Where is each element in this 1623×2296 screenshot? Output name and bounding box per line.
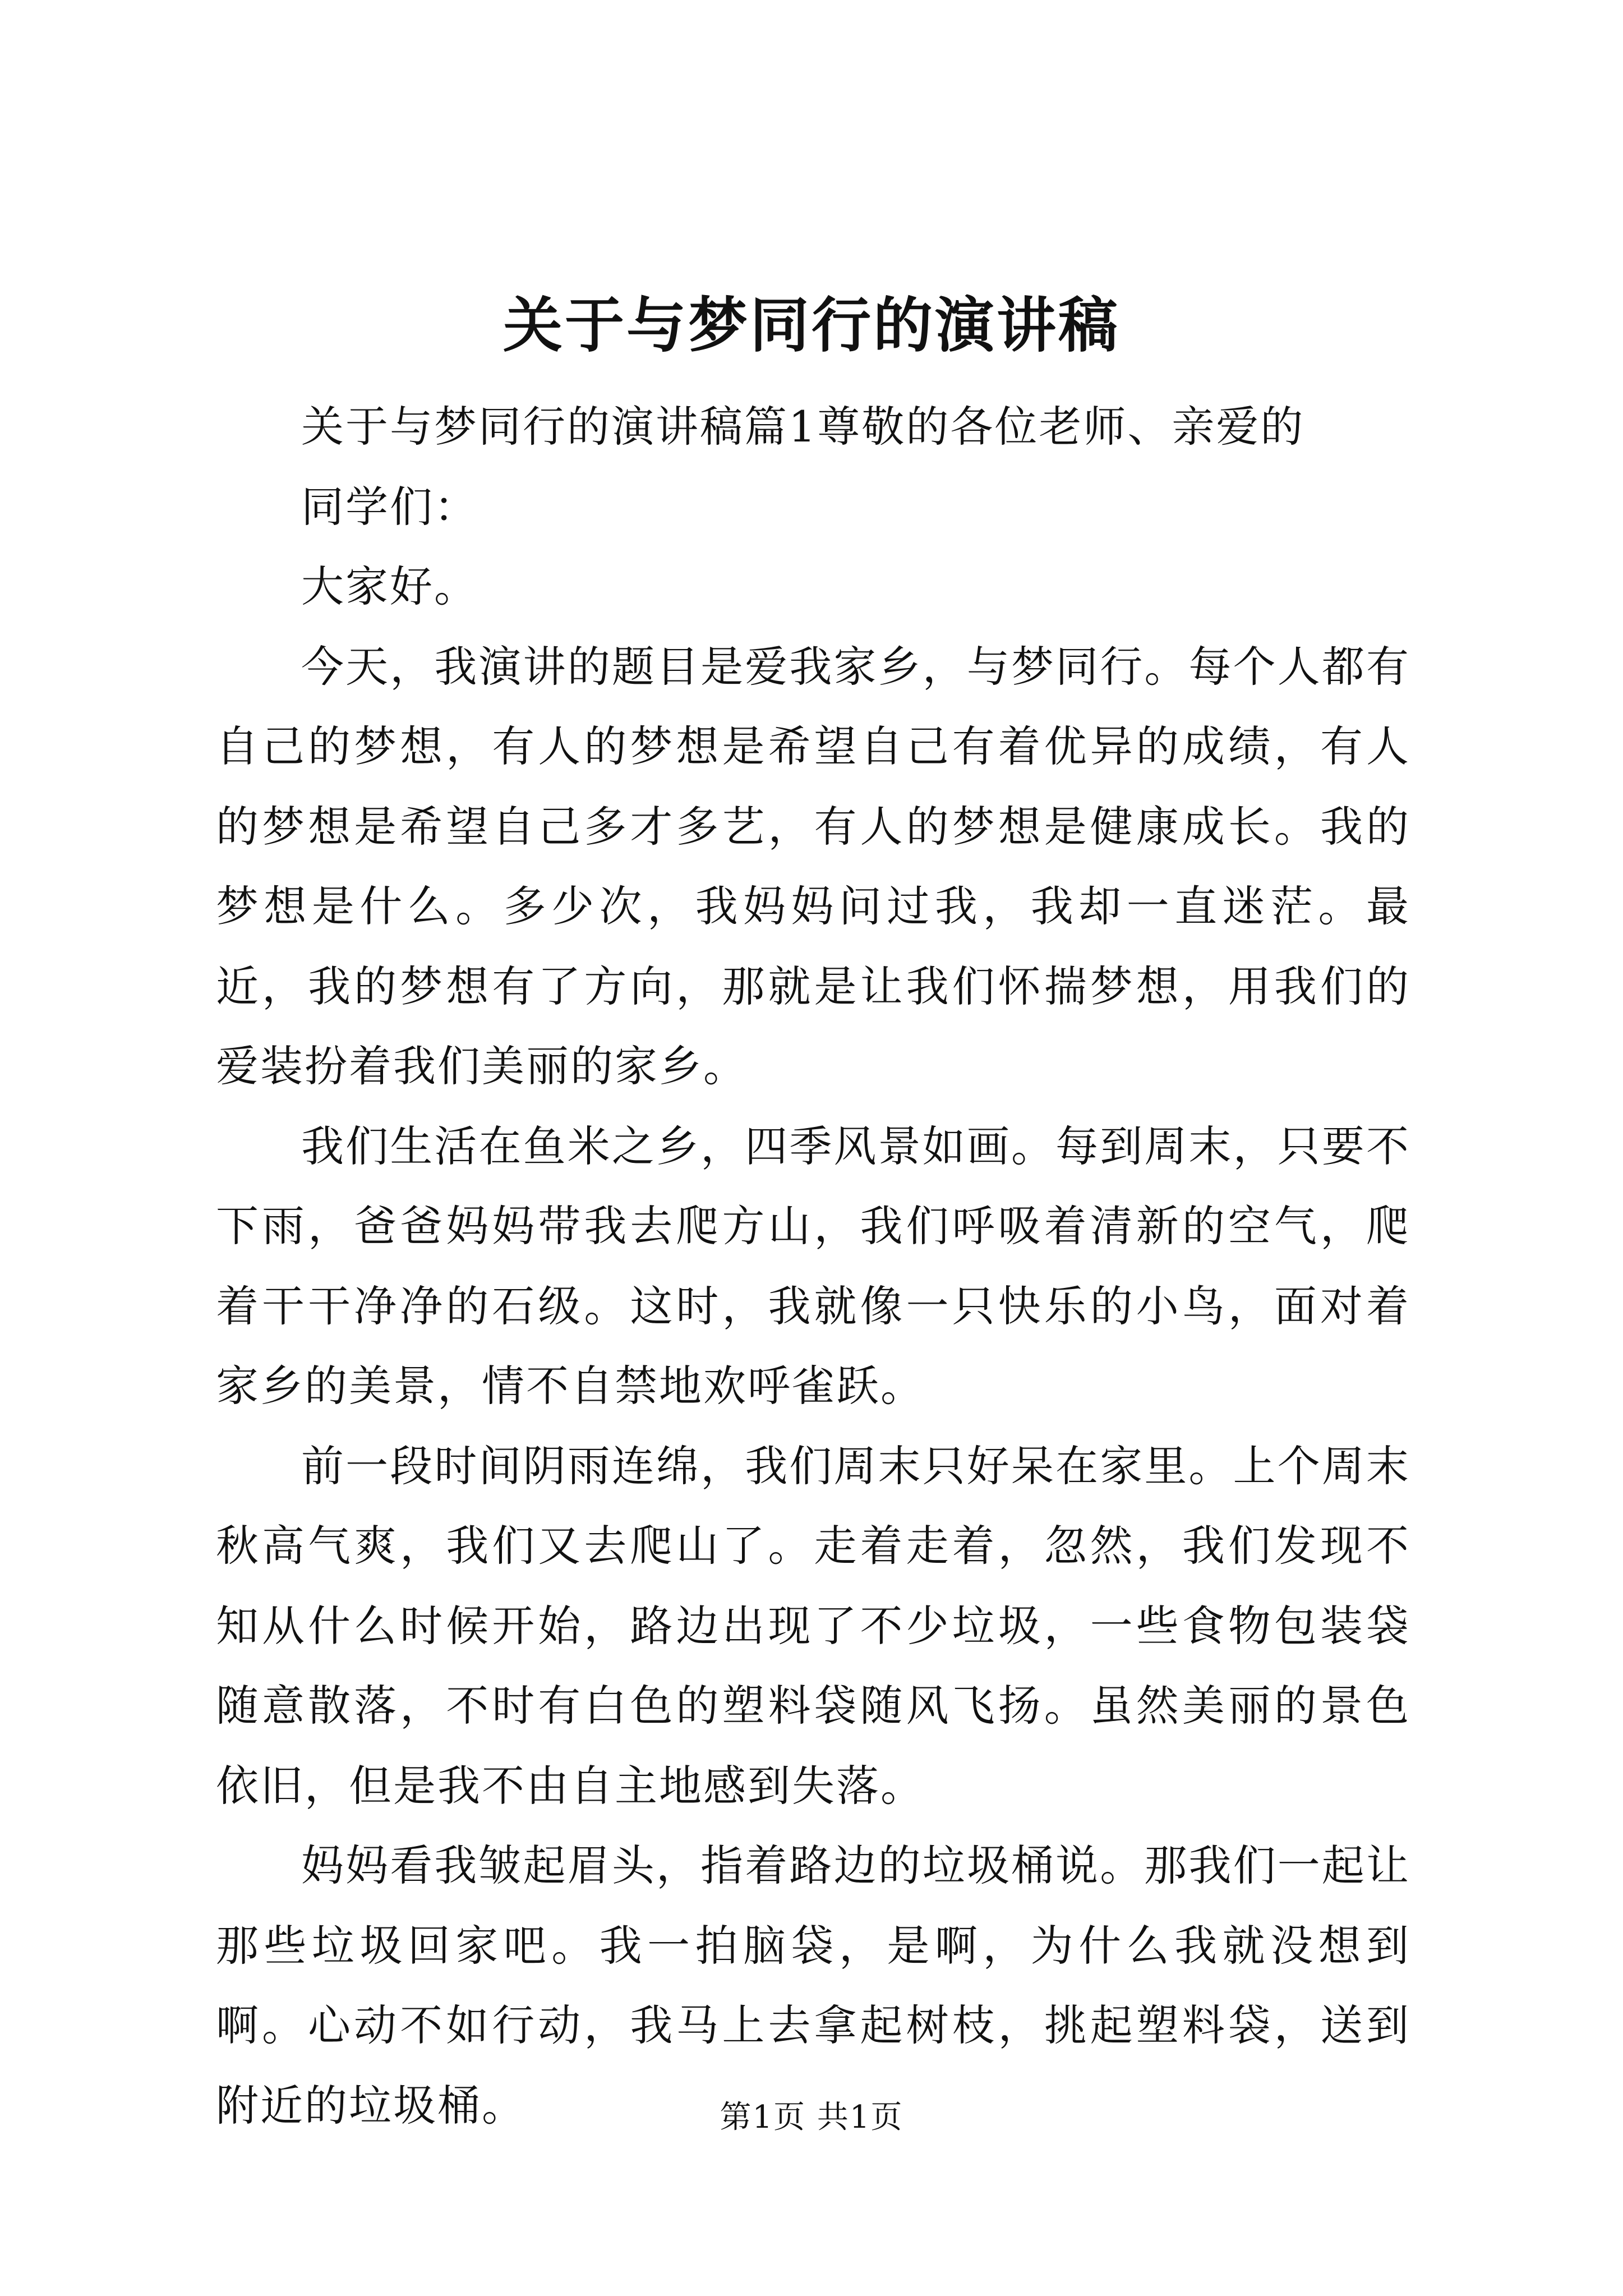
paragraph-intro: 关于与梦同行的演讲稿篇1尊敬的各位老师、亲爱的: [301, 402, 1305, 452]
paragraph-body-1: 今天，我演讲的题目是爱我家乡，与梦同行。每个人都有自己的梦想，有人的梦想是希望自己有着优异的成绩，有人的梦想是希望自己多才多艺，有人的梦想是健康成长。我的梦想是什么。多少次，我妈妈问过我，我却一直迷茫。最近，我的梦想有了方向，那就是让我们怀揣梦想，用我们的爱装扮着我们美丽的家乡。: [216, 641, 1410, 1091]
document-body: [216, 387, 1410, 2146]
paragraph-salutation: 同学们：: [301, 481, 478, 532]
paragraph-greeting: 大家好。: [301, 562, 478, 611]
paragraph-body-2: 我们生活在鱼米之乡，四季风景如画。每到周末，只要不下雨，爸爸妈妈带我去爬方山，我们呼吸着清新的空气，爬着干干净净的石级。这时，我就像一只快乐的小鸟，面对着家乡的美景，情不自禁地欢呼雀跃。: [216, 1121, 1410, 1411]
paragraph-body-4: 妈妈看我皱起眉头，指着路边的垃圾桶说。那我们一起让那些垃圾回家吧。我一拍脑袋，是啊，为什么我就没想到啊。心动不如行动，我马上去拿起树枝，挑起塑料袋，送到附近的垃圾桶。: [216, 1841, 1410, 2131]
document-title: 关于与梦同行的演讲稿: [503, 290, 1120, 360]
paragraph-body-3: 前一段时间阴雨连绵，我们周末只好呆在家里。上个周末秋高气爽，我们又去爬山了。走着走着，忽然，我们发现不知从什么时候开始，路边出现了不少垃圾，一些食物包装袋随意散落，不时有白色的塑料袋随风飞扬。虽然美丽的景色依旧，但是我不由自主地感到失落。: [216, 1441, 1410, 1811]
page-footer: 第1页 共1页: [720, 2099, 903, 2136]
